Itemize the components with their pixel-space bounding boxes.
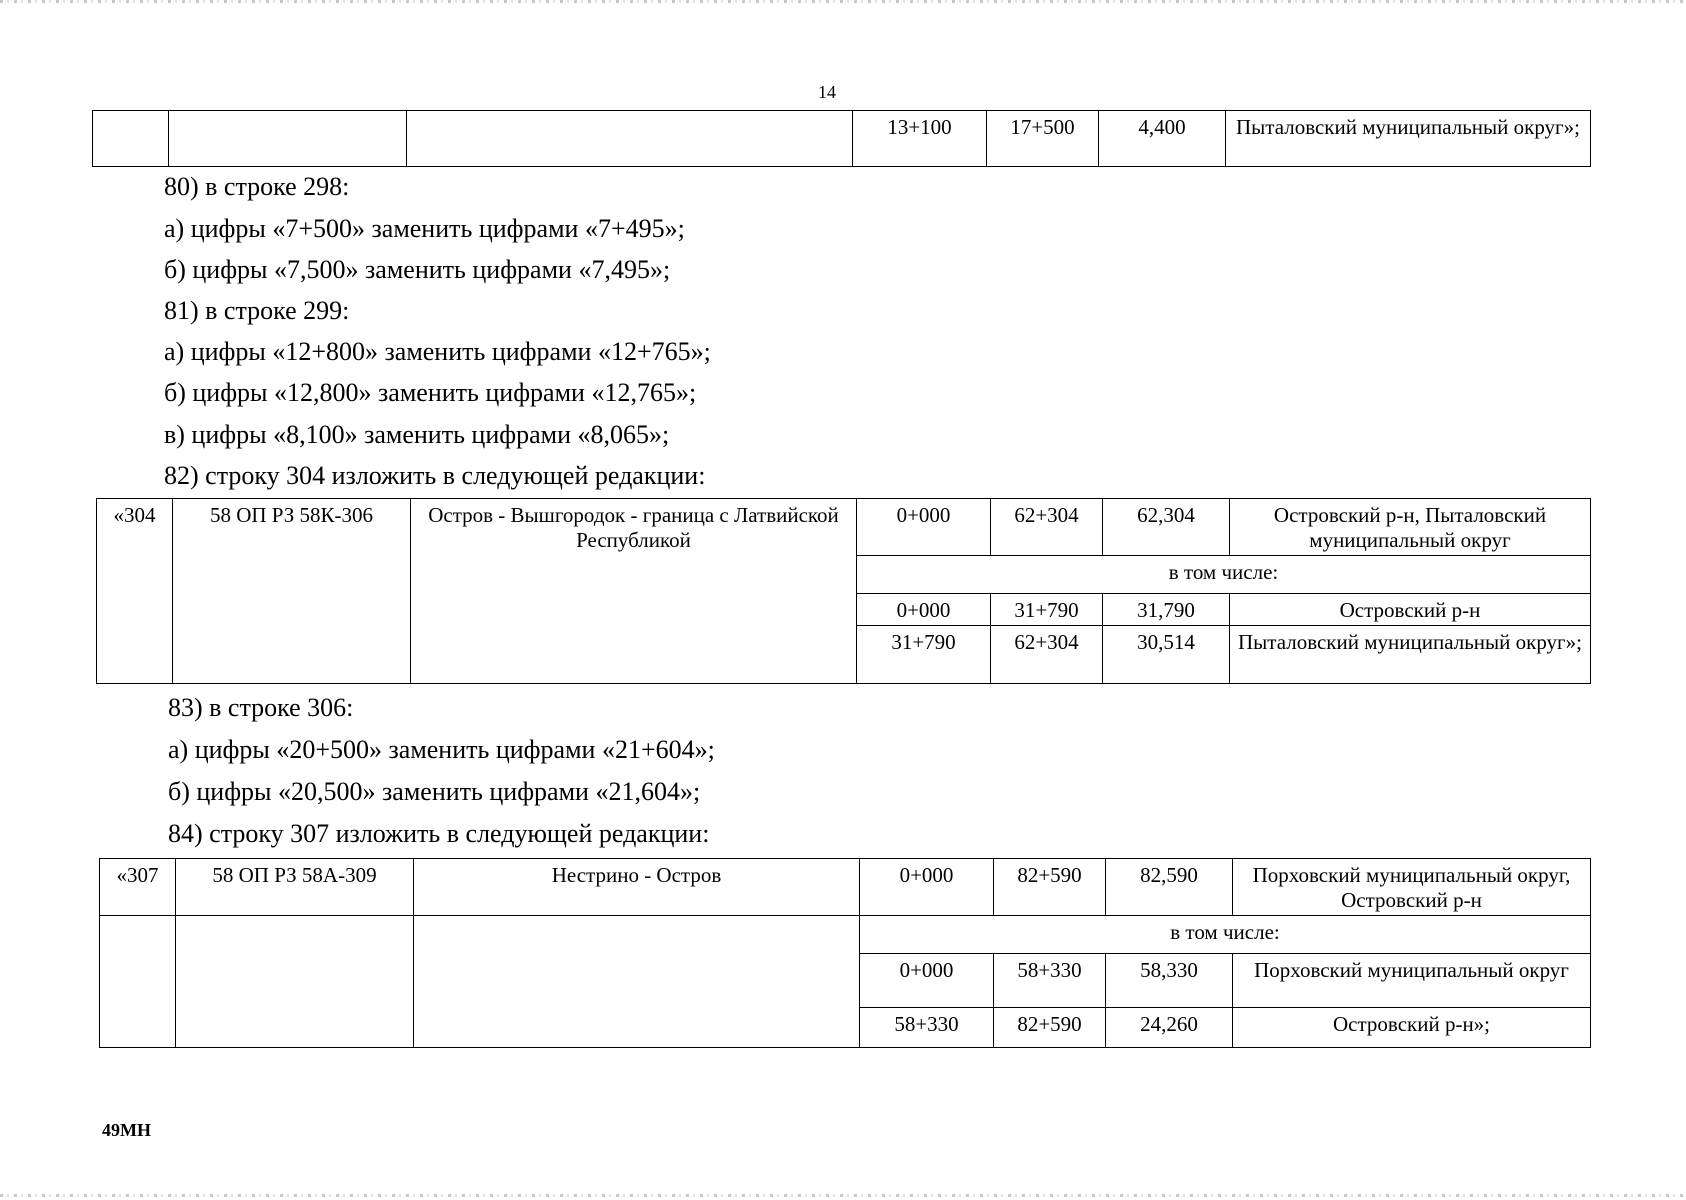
cell-code-empty bbox=[176, 916, 414, 1048]
cell-length: 4,400 bbox=[1099, 111, 1226, 167]
cell-start: 0+000 bbox=[860, 859, 994, 916]
cell-end: 62+304 bbox=[991, 499, 1103, 556]
cell-num-empty bbox=[100, 916, 176, 1048]
cell-length: 24,260 bbox=[1106, 1008, 1233, 1048]
cell-start: 31+790 bbox=[857, 626, 991, 684]
cell-code: 58 ОП РЗ 58А-309 bbox=[176, 859, 414, 916]
cell-name: Нестрино - Остров bbox=[414, 859, 860, 916]
paragraph: б) цифры «12,800» заменить цифрами «12,765»; bbox=[164, 378, 697, 407]
cell-length: 30,514 bbox=[1103, 626, 1230, 684]
cell-name: Остров - Вышгородок - граница с Латвийской Республикой bbox=[411, 499, 857, 684]
scan-edge-bottom bbox=[0, 1194, 1686, 1197]
paragraph: б) цифры «20,500» заменить цифрами «21,604»; bbox=[168, 777, 701, 806]
paragraph: а) цифры «20+500» заменить цифрами «21+604»; bbox=[168, 735, 715, 764]
cell-end: 31+790 bbox=[991, 594, 1103, 626]
paragraph: 84) строку 307 изложить в следующей редакции: bbox=[168, 819, 710, 848]
cell-length: 82,590 bbox=[1106, 859, 1233, 916]
cell-including: в том числе: bbox=[860, 916, 1591, 954]
scan-edge-top bbox=[0, 0, 1686, 3]
paragraph: б) цифры «7,500» заменить цифрами «7,495»; bbox=[164, 255, 671, 284]
paragraph: а) цифры «12+800» заменить цифрами «12+765»; bbox=[164, 337, 711, 366]
cell-district: Островский р-н, Пыталовский муниципальный округ bbox=[1230, 499, 1591, 556]
table-row bbox=[93, 111, 1591, 167]
table-continuation bbox=[92, 110, 1591, 167]
cell-end: 17+500 bbox=[987, 111, 1099, 167]
cell-name-empty bbox=[414, 916, 860, 1048]
paragraph: в) цифры «8,100» заменить цифрами «8,065»; bbox=[164, 420, 670, 449]
cell-end: 82+590 bbox=[994, 1008, 1106, 1048]
cell-district: Порховский муниципальный округ bbox=[1233, 954, 1591, 1008]
cell-code: 58 ОП РЗ 58К-306 bbox=[173, 499, 411, 684]
document-code: 49МН bbox=[102, 1120, 151, 1140]
table-row bbox=[100, 859, 1591, 916]
table-row bbox=[97, 499, 1591, 556]
cell-including: в том числе: bbox=[857, 556, 1591, 594]
table-row bbox=[100, 916, 1591, 954]
cell-num: «307 bbox=[100, 859, 176, 916]
page-number: 14 bbox=[818, 82, 836, 102]
cell-end: 62+304 bbox=[991, 626, 1103, 684]
cell-district: Островский р-н bbox=[1230, 594, 1591, 626]
cell-length: 31,790 bbox=[1103, 594, 1230, 626]
paragraph: а) цифры «7+500» заменить цифрами «7+495»; bbox=[164, 214, 685, 243]
cell-start: 0+000 bbox=[860, 954, 994, 1008]
cell-code bbox=[169, 111, 407, 167]
cell-num bbox=[93, 111, 169, 167]
table-row-304 bbox=[96, 498, 1591, 684]
cell-district: Порховский муниципальный округ, Островский р-н bbox=[1233, 859, 1591, 916]
cell-length: 62,304 bbox=[1103, 499, 1230, 556]
cell-name bbox=[407, 111, 853, 167]
cell-end: 82+590 bbox=[994, 859, 1106, 916]
table-row-307 bbox=[99, 858, 1591, 1048]
cell-district: Островский р-н»; bbox=[1233, 1008, 1591, 1048]
cell-num: «304 bbox=[97, 499, 173, 684]
paragraph: 80) в строке 298: bbox=[164, 172, 350, 201]
cell-length: 58,330 bbox=[1106, 954, 1233, 1008]
cell-district: Пыталовский муниципальный округ»; bbox=[1230, 626, 1591, 684]
cell-start: 13+100 bbox=[853, 111, 987, 167]
cell-start: 58+330 bbox=[860, 1008, 994, 1048]
cell-end: 58+330 bbox=[994, 954, 1106, 1008]
cell-start: 0+000 bbox=[857, 499, 991, 556]
cell-district: Пыталовский муниципальный округ»; bbox=[1226, 111, 1591, 167]
paragraph: 82) строку 304 изложить в следующей редакции: bbox=[164, 461, 706, 490]
paragraph: 81) в строке 299: bbox=[164, 296, 350, 325]
paragraph: 83) в строке 306: bbox=[168, 693, 354, 722]
cell-start: 0+000 bbox=[857, 594, 991, 626]
